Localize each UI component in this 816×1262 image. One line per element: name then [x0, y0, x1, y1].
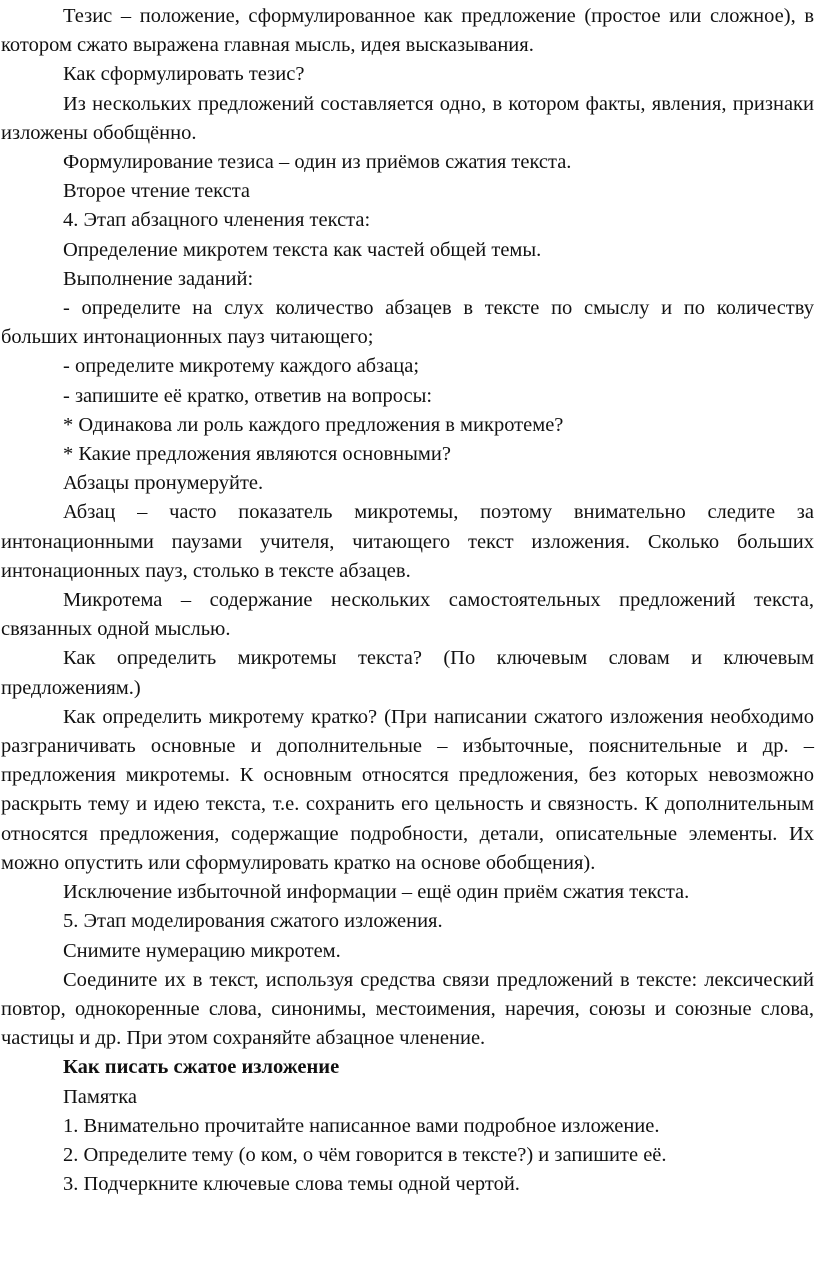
paragraph-connect-into-text: Соедините их в текст, используя средства связи предложений в тексте: лексический повтор, однокоренные слова, синонимы, местоимения, наречия, союзы и союзные слова, частицы и др. При этом сохраняйте абзацное членение. — [1, 968, 814, 1050]
list-item-step-3: 3. Подчеркните ключевые слова темы одной чертой. — [63, 1173, 520, 1196]
paragraph-stage-5: 5. Этап моделирования сжатого изложения. — [63, 910, 443, 933]
paragraph-second-reading: Второе чтение текста — [63, 180, 251, 203]
list-item-step-2: 2. Определите тему (о ком, о чём говорится в тексте?) и запишите её. — [63, 1143, 667, 1166]
list-item-question-main: * Какие предложения являются основными? — [63, 443, 451, 466]
paragraph-how-to-formulate-thesis: Как сформулировать тезис? — [63, 63, 305, 86]
paragraph-how-to-define-briefly: Как определить микротему кратко? (При написании сжатого изложения необходимо разграничивать основные и дополнительные – избыточные, пояснительные и др. – предложения микротемы. К основным относятся предложения, без которых невозможно раскрыть тему и идею текста, т.е. сохранить его цельность и связность. К дополнительным относятся предложения, содержащие подробности, детали, описательные элементы. Их можно опустить или сформулировать кратко на основе обобщения). — [1, 705, 814, 874]
paragraph-memo-label: Памятка — [63, 1085, 138, 1108]
paragraph-remove-numbering: Снимите нумерацию микротем. — [63, 939, 341, 962]
paragraph-sentences-combined: Из нескольких предложений составляется одно, в котором факты, явления, признаки изложены обобщённо. — [1, 92, 814, 144]
list-item-count-paragraphs: - определите на слух количество абзацев в тексте по смыслу и по количеству больших интонационных пауз читающего; — [1, 297, 814, 349]
paragraph-number-paragraphs: Абзацы пронумеруйте. — [63, 472, 264, 495]
list-item-question-role: * Одинакова ли роль каждого предложения в микротеме? — [63, 413, 564, 436]
paragraph-stage-4: 4. Этап абзацного членения текста: — [63, 209, 371, 232]
list-item-define-microtopic: - определите микротему каждого абзаца; — [63, 355, 420, 378]
paragraph-abzac-indicator: Абзац – часто показатель микротемы, поэтому внимательно следите за интонационными паузами учителя, читающего текст изложения. Сколько больших интонационных пауз, столько в тексте абзацев. — [1, 501, 814, 582]
paragraph-microtopic-content: Микротема – содержание нескольких самостоятельных предложений текста, связанных одной мыслью. — [1, 589, 814, 641]
paragraph-excluding-redundancy: Исключение избыточной информации – ещё один приём сжатия текста. — [63, 881, 690, 904]
list-item-step-1: 1. Внимательно прочитайте написанное вами подробное изложение. — [63, 1114, 660, 1137]
list-item-write-briefly: - запишите её кратко, ответив на вопросы: — [63, 384, 433, 407]
paragraph-microtopic-definition: Определение микротем текста как частей общей темы. — [63, 238, 542, 261]
paragraph-thesis-technique: Формулирование тезиса – один из приёмов сжатия текста. — [63, 151, 572, 174]
paragraph-how-to-find-microtopics: Как определить микротемы текста? (По ключевым словам и ключевым предложениям.) — [1, 647, 814, 699]
section-heading-how-to-write: Как писать сжатое изложение — [63, 1056, 340, 1079]
paragraph-tasks-heading: Выполнение заданий: — [63, 267, 254, 290]
paragraph-thesis-definition: Тезис – положение, сформулированное как предложение (простое или сложное), в котором сжато выражена главная мысль, идея высказывания. — [1, 5, 814, 57]
document-page — [0, 2, 816, 1199]
